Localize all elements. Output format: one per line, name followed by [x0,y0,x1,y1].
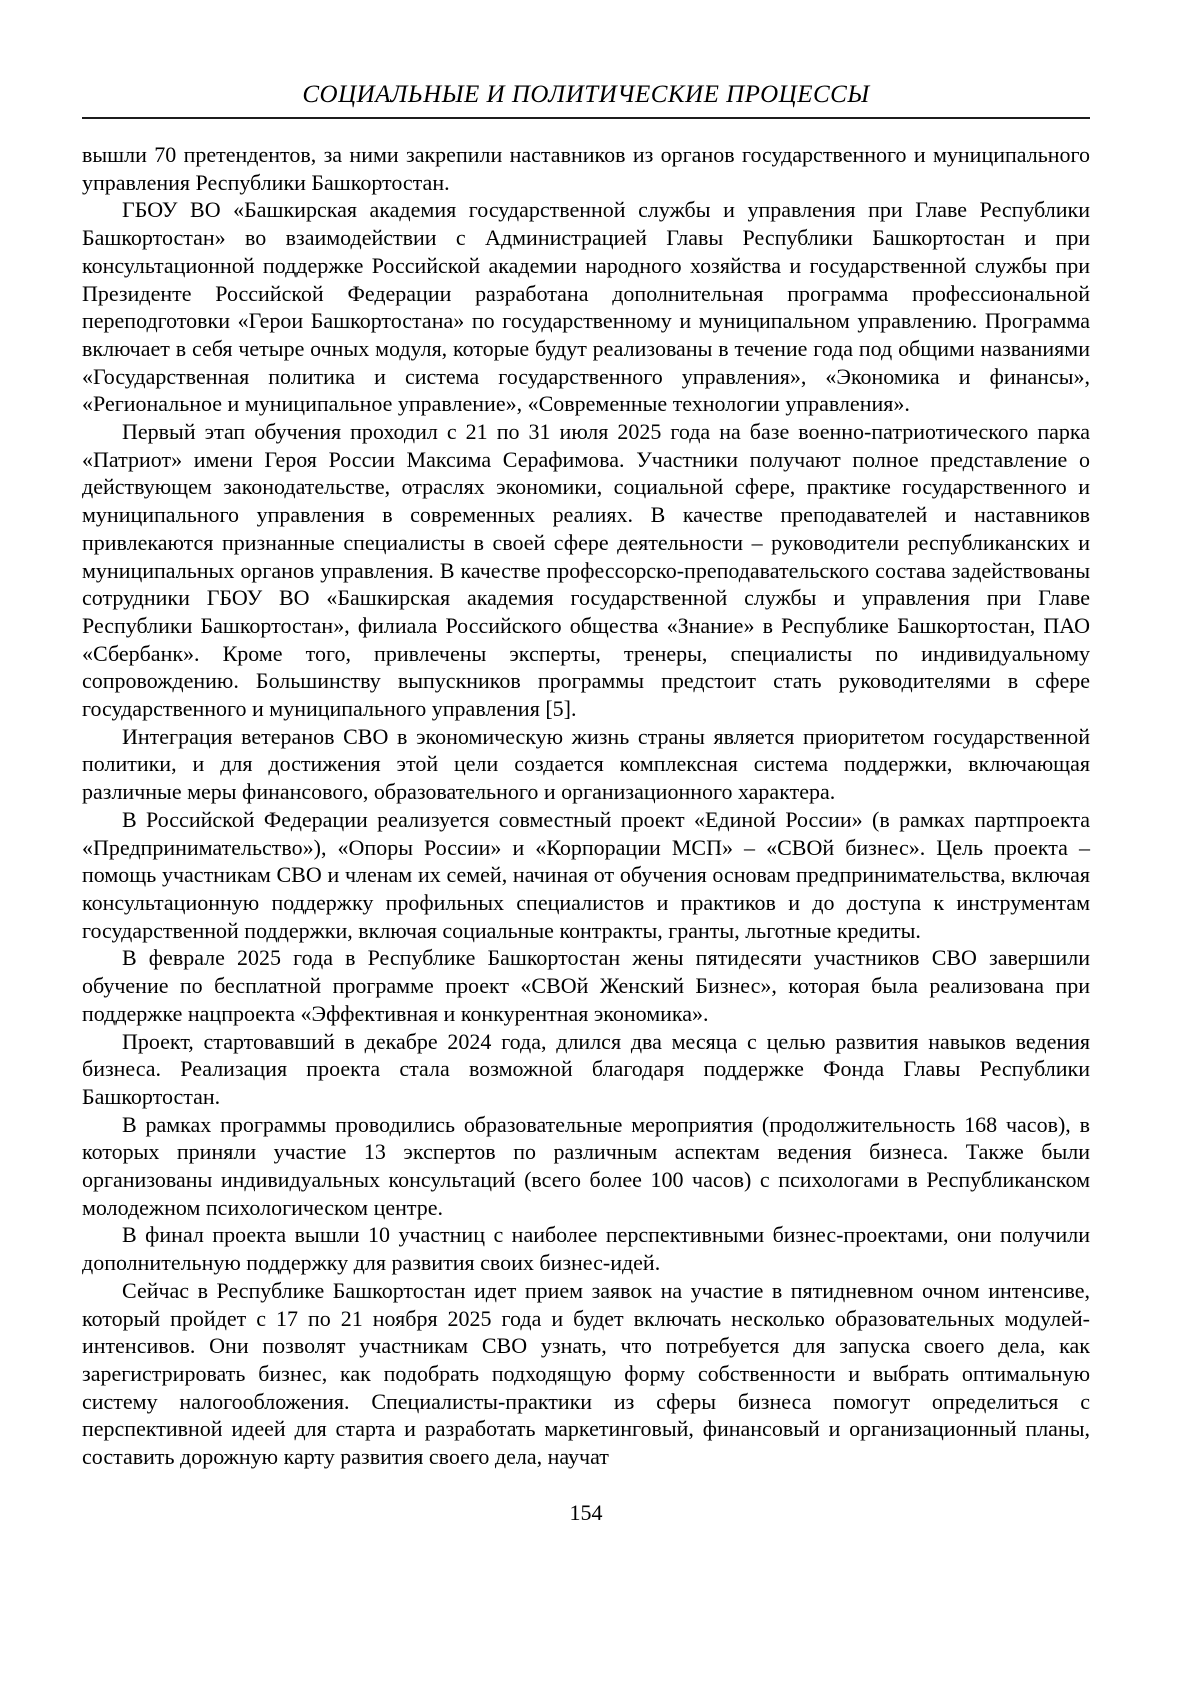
article-body [82,141,1090,1471]
page-number: 154 [569,1499,603,1525]
paragraph: В Российской Федерации реализуется совместный проект «Единой России» (в рамках партпроекта «Предпринимательство»), «Опоры России» и «Корпорации МСП» – «СВОй бизнес». Цель проекта – помощь участникам СВО и членам их семей, начиная от обучения основам предпринимательства, включая консультационную поддержку профильных специалистов и практиков и до доступа к инструментам государственной поддержки, включая социальные контракты, гранты, льготные кредиты. [82,806,1090,943]
paragraph: В феврале 2025 года в Республике Башкортостан жены пятидесяти участников СВО завершили обучение по бесплатной программе проект «СВОй Женский Бизнес», которая была реализована при поддержке нацпроекта «Эффективная и конкурентная экономика». [82,945,1090,1026]
paragraph: Интеграция ветеранов СВО в экономическую жизнь страны является приоритетом государственной политики, и для достижения этой цели создается комплексная система поддержки, включающая различные меры финансового, образовательного и организационного характера. [82,723,1090,805]
page-content [82,0,1090,1526]
paragraph: В финал проекта вышли 10 участниц с наиболее перспективными бизнес-проектами, они получили дополнительную поддержку для развития своих бизнес-идей. [82,1222,1090,1276]
paragraph: В рамках программы проводились образовательные мероприятия (продолжительность 168 часов), в которых приняли участие 13 экспертов по различным аспектам ведения бизнеса. Также были организованы индивидуальных консультаций (всего более 100 часов) с психологами в Республиканском молодежном психологическом центре. [82,1111,1090,1220]
paragraph: вышли 70 претендентов, за ними закрепили наставников из органов государственного и муниципального управления Республики Башкортостан. [82,142,1090,195]
paragraph: Сейчас в Республике Башкортостан идет прием заявок на участие в пятидневном очном интенсиве, который пройдет с 17 по 21 ноября 2025 года и будет включать несколько образовательных модулей-интенсивов. Они позволят участникам СВО узнать, что потребуется для запуска своего дела, как зарегистрировать бизнес, как подобрать подходящую форму собственности и выбрать оптимальную систему налогообложения. Специалисты-практики из сферы бизнеса помогут определиться с перспективной идеей для старта и разработать маркетинговый, финансовый и организационный планы, составить дорожную карту развития своего дела, научат [82,1277,1090,1470]
paragraph: Первый этап обучения проходил с 21 по 31 июля 2025 года на базе военно-патриотического парка «Патриот» имени Героя России Максима Серафимова. Участники получают полное представление о действующем законодательстве, отраслях экономики, социальной сфере, практике государственного и муниципального управления в современных реалиях. В качестве преподавателей и наставников привлекаются признанные специалисты в своей сфере деятельности – руководители республиканских и муниципальных органов управления. В качестве профессорско-преподавательского состава задействованы сотрудники ГБОУ ВО «Башкирская академия государственной службы и управления при Главе Республики Башкортостан», филиала Российского общества «Знание» в Республике Башкортостан, ПАО «Сбербанк». Кроме того, привлечены эксперты, тренеры, специалисты по индивидуальному сопровождению. Большинству выпускников программы предстоит стать руководителями в сфере государственного и муниципального управления [5]. [82,419,1090,722]
paragraph: Проект, стартовавший в декабре 2024 года, длился два месяца с целью развития навыков ведения бизнеса. Реализация проекта стала возможной благодаря поддержке Фонда Главы Республики Башкортостан. [82,1028,1090,1109]
running-head-title: СОЦИАЛЬНЫЕ И ПОЛИТИЧЕСКИЕ ПРОЦЕССЫ [82,0,1090,119]
paragraph: ГБОУ ВО «Башкирская академия государственной службы и управления при Главе Республики Башкортостан» во взаимодействии с Администрацией Главы Республики Башкортостан и при консультационной поддержке Российской академии народного хозяйства и государственной службы при Президенте Российской Федерации разработана дополнительная программа профессиональной переподготовки «Герои Башкортостана» по государственному и муниципальном управлению. Программа включает в себя четыре очных модуля, которые будут реализованы в течение года под общими названиями «Государственная политика и система государственного управления», «Экономика и финансы», «Региональное и муниципальное управление», «Современные технологии управления». [82,197,1090,417]
